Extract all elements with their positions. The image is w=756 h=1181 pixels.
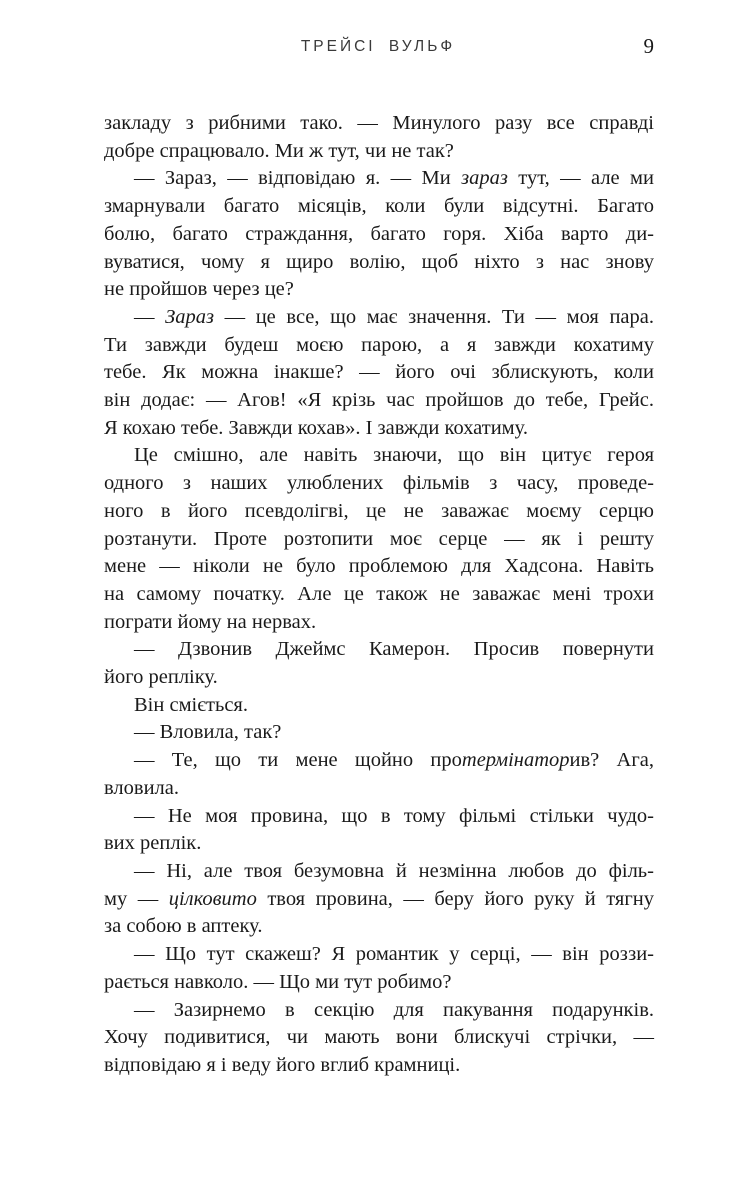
- text-segment: — Не моя провина, що в тому фільмі стільки чудо-: [134, 804, 654, 827]
- text-segment: Ти завжди будеш моєю парою, а я завжди кохатиму: [104, 333, 654, 356]
- text-segment: — Ні, але твоя безумовна й незмінна любов до філь-: [134, 859, 654, 882]
- text-segment: тут, — але ми: [507, 167, 654, 190]
- text-segment: —: [134, 305, 166, 328]
- text-line: [104, 636, 654, 664]
- text-segment: — Зараз, — відповідаю я. — Ми: [134, 167, 462, 190]
- text-line: [104, 110, 654, 138]
- text-segment: мене — ніколи не було проблемою для Хадсона. Навіть: [104, 555, 654, 578]
- text-segment: твоя провина, — беру його руку й тягну: [256, 887, 654, 910]
- text-segment: вловила.: [104, 776, 179, 799]
- text-segment: вуватися, чому я щиро волію, щоб ніхто з нас знову: [104, 250, 654, 273]
- text-line: [104, 470, 654, 498]
- page-number: 9: [643, 34, 654, 58]
- text-line: [104, 332, 654, 360]
- text-segment: болю, багато страждання, багато горя. Хіба варто ди-: [104, 222, 654, 245]
- text-line: [104, 803, 654, 831]
- italic-text-segment: термінатор: [461, 749, 570, 772]
- text-segment: добре спрацювало. Ми ж тут, чи не так?: [104, 139, 454, 162]
- text-line: [104, 664, 654, 692]
- text-line: [104, 498, 654, 526]
- paragraph: [104, 803, 654, 858]
- text-line: [104, 1052, 654, 1080]
- text-segment: вих реплік.: [104, 832, 202, 855]
- text-line: [104, 442, 654, 470]
- text-segment: Це смішно, але навіть знаючи, що він цитує героя: [134, 444, 654, 467]
- text-segment: Він сміється.: [134, 693, 248, 716]
- text-line: [104, 221, 654, 249]
- text-line: [104, 997, 654, 1025]
- text-segment: пограти йому на нервах.: [104, 610, 317, 633]
- text-segment: ного в його псевдолігві, це не заважає моєму серцю: [104, 499, 654, 522]
- text-segment: тебе. Як можна інакше? — його очі зблискують, коли: [104, 361, 654, 384]
- italic-text-segment: зараз: [461, 167, 508, 190]
- paragraph: [104, 636, 654, 691]
- text-line: [104, 581, 654, 609]
- paragraph: [104, 747, 654, 802]
- text-segment: — Дзвонив Джеймс Камерон. Просив повернути: [134, 638, 654, 661]
- text-segment: — Зазирнемо в секцію для пакування подарунків.: [134, 998, 654, 1021]
- page-header: [0, 34, 756, 58]
- running-header-title: ТРЕЙСІ ВУЛЬФ: [300, 38, 456, 55]
- body-text: [104, 110, 654, 1080]
- text-line: [104, 941, 654, 969]
- text-line: [104, 276, 654, 304]
- text-line: [104, 249, 654, 277]
- text-segment: відповідаю я і веду його вглиб крамниці.: [104, 1053, 461, 1076]
- text-line: [104, 858, 654, 886]
- text-line: [104, 969, 654, 997]
- text-line: [104, 913, 654, 941]
- text-line: [104, 165, 654, 193]
- text-line: [104, 526, 654, 554]
- text-line: [104, 747, 654, 775]
- text-segment: — це все, що має значення. Ти — моя пара.: [214, 305, 655, 328]
- text-segment: за собою в аптеку.: [104, 915, 263, 938]
- text-line: [104, 1024, 654, 1052]
- text-segment: — Що тут скажеш? Я романтик у серці, — він роззи-: [134, 943, 654, 966]
- paragraph: [104, 692, 654, 720]
- text-line: [104, 692, 654, 720]
- text-segment: закладу з рибними тако. — Минулого разу все справді: [104, 112, 654, 134]
- text-segment: му —: [104, 887, 169, 910]
- text-line: [104, 775, 654, 803]
- paragraph: [104, 997, 654, 1080]
- text-line: [104, 359, 654, 387]
- text-line: [104, 387, 654, 415]
- text-segment: одного з наших улюблених фільмів з часу, проведе-: [104, 472, 654, 495]
- paragraph: [104, 165, 654, 304]
- text-line: [104, 830, 654, 858]
- text-segment: — Вловила, так?: [134, 721, 282, 744]
- text-segment: рається навколо. — Що ми тут робимо?: [104, 970, 452, 993]
- text-segment: його репліку.: [104, 666, 218, 689]
- text-line: [104, 886, 654, 914]
- text-segment: ив? Ага,: [569, 749, 654, 772]
- text-line: [104, 553, 654, 581]
- paragraph: [104, 719, 654, 747]
- text-line: [104, 609, 654, 637]
- text-line: [104, 304, 654, 332]
- text-segment: він додає: — Агов! «Я крізь час пройшов до тебе, Грейс.: [104, 389, 654, 412]
- text-segment: не пройшов через це?: [104, 278, 294, 301]
- text-line: [104, 415, 654, 443]
- text-segment: — Те, що ти мене щойно про: [134, 749, 462, 772]
- italic-text-segment: Зараз: [165, 305, 215, 328]
- text-segment: змарнували багато місяців, коли були відсутні. Багато: [104, 195, 654, 218]
- paragraph: [104, 304, 654, 443]
- text-segment: на самому початку. Але це також не заважає мені трохи: [104, 582, 654, 605]
- paragraph: [104, 442, 654, 636]
- text-segment: Хочу подивитися, чи мають вони блискучі стрічки, —: [104, 1026, 654, 1049]
- text-line: [104, 719, 654, 747]
- text-line: [104, 138, 654, 166]
- text-line: [104, 193, 654, 221]
- paragraph: [104, 858, 654, 941]
- text-segment: Я кохаю тебе. Завжди кохав». І завжди кохатиму.: [104, 416, 528, 439]
- paragraph: [104, 110, 654, 165]
- text-segment: розтанути. Проте розтопити моє серце — як і решту: [104, 527, 654, 550]
- italic-text-segment: цілковито: [168, 887, 257, 910]
- paragraph: [104, 941, 654, 996]
